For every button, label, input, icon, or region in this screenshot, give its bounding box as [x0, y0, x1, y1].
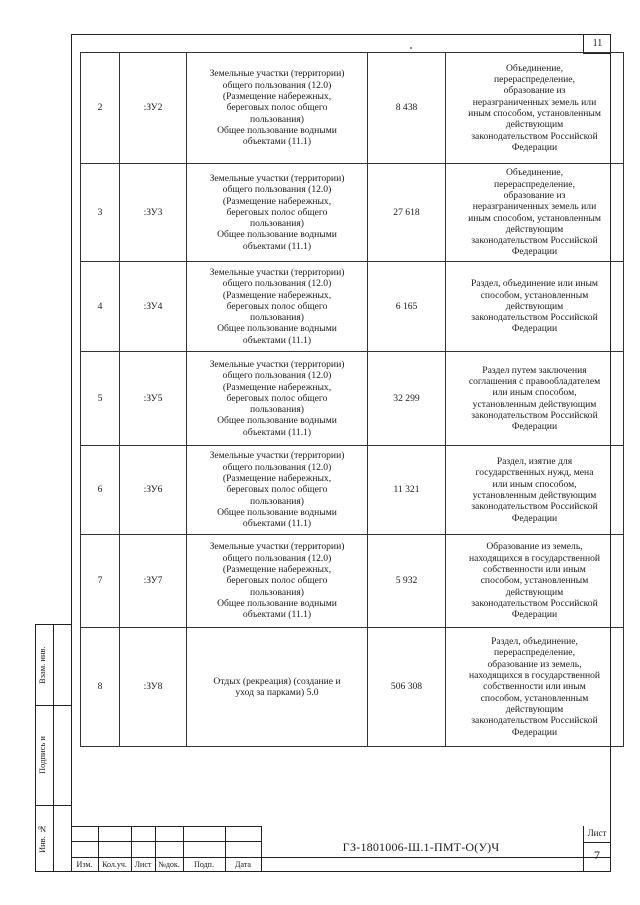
plot-code: :ЗУ3: [120, 164, 187, 262]
formation-method-line: установленным действующим: [472, 490, 597, 501]
formation-method-line: законодательством Российской: [471, 501, 598, 513]
formation-method-line: собственности или иным: [483, 681, 586, 693]
formation-method-line: Федерации: [511, 609, 558, 621]
table-row: [81, 262, 624, 352]
document-code: ГЗ-1801006-Ш.1-ПМТ-О(У)Ч: [342, 840, 500, 854]
formation-method-line: иным способом, установленным: [468, 212, 601, 224]
formation-method: [446, 262, 624, 352]
permitted-use-line: объектами (11.1): [242, 334, 312, 346]
formation-method-line: Федерации: [511, 141, 558, 153]
permitted-use-line: Общее пользование водными: [217, 124, 337, 136]
land-plots-table: [80, 52, 624, 747]
table-row: [81, 535, 624, 628]
page-corner-number: 11: [583, 34, 611, 54]
formation-method-line: перераспределение,: [494, 647, 575, 659]
row-number: 7: [81, 535, 120, 628]
side-label-inv-no: Инв. №: [37, 824, 47, 854]
formation-method-line: законодательством Российской: [471, 235, 598, 247]
formation-method-line: законодательством Российской: [471, 130, 598, 142]
formation-method-line: законодательством Российской: [471, 715, 598, 727]
permitted-use-line: Общее пользование водными: [217, 323, 337, 335]
permitted-use-line: общего пользования (12.0): [222, 79, 332, 91]
formation-method-line: Раздел, изятие для: [496, 456, 573, 468]
permitted-use-line: береговых полос общего: [226, 575, 328, 587]
side-stamp: [35, 624, 71, 872]
formation-method-line: действующим: [505, 300, 564, 312]
formation-method: [446, 164, 624, 262]
tb-col-podp: Подп.: [194, 860, 214, 869]
formation-method-line: способом, установленным: [480, 289, 589, 301]
permitted-use-line: береговых полос общего: [226, 206, 328, 218]
formation-method-line: действующим: [505, 586, 564, 598]
permitted-use: [187, 53, 368, 164]
table-row: [81, 352, 624, 446]
row-number: 2: [81, 53, 120, 164]
permitted-use-line: пользования): [249, 404, 305, 416]
formation-method: [446, 535, 624, 628]
permitted-use-line: Общее пользование водными: [217, 506, 337, 518]
formation-method-line: законодательством Российской: [471, 597, 598, 609]
formation-method-line: Федерации: [511, 726, 558, 738]
permitted-use-line: общего пользования (12.0): [222, 370, 332, 382]
table-row: [81, 164, 624, 262]
formation-method: [446, 352, 624, 446]
formation-method-line: образование из: [503, 85, 566, 97]
permitted-use-line: Земельные участки (территории): [209, 68, 345, 80]
sheet-label: Лист: [587, 828, 607, 838]
permitted-use-line: (Размещение набережных,: [222, 381, 332, 393]
plot-code: :ЗУ6: [120, 446, 187, 535]
permitted-use-line: общего пользования (12.0): [222, 278, 332, 290]
formation-method-line: соглашения с правообладателем: [468, 375, 601, 387]
formation-method-line: Образование из земель,: [486, 541, 583, 553]
permitted-use-line: пользования): [249, 312, 305, 324]
permitted-use-line: пользования): [249, 495, 305, 507]
permitted-use: [187, 535, 368, 628]
formation-method: [446, 628, 624, 747]
formation-method-line: собственности или иным: [483, 564, 586, 576]
permitted-use-line: (Размещение набережных,: [222, 195, 332, 207]
formation-method-line: или иным способом,: [492, 478, 577, 490]
permitted-use-line: (Размещение набережных,: [222, 289, 332, 301]
permitted-use-line: (Размещение набережных,: [222, 91, 332, 103]
permitted-use-line: объектами (11.1): [242, 518, 312, 530]
permitted-use-line: общего пользования (12.0): [222, 552, 332, 564]
formation-method-line: неразграниченных земель или: [472, 96, 597, 108]
plot-area: 8 438: [368, 53, 446, 164]
permitted-use-line: общего пользования (12.0): [222, 461, 332, 473]
plot-area: 6 165: [368, 262, 446, 352]
permitted-use: [187, 446, 368, 535]
permitted-use-line: объектами (11.1): [242, 609, 312, 621]
tb-col-data: Дата: [235, 860, 251, 869]
formation-method-line: Объединение,: [506, 167, 563, 179]
plot-code: :ЗУ2: [120, 53, 187, 164]
table-row: [81, 628, 624, 747]
formation-method-line: законодательством Российской: [471, 312, 598, 324]
formation-method-line: законодательством Российской: [471, 409, 598, 421]
permitted-use-line: Общее пользование водными: [217, 597, 337, 609]
tb-col-ndok: №док.: [158, 860, 180, 869]
permitted-use-line: береговых полос общего: [226, 300, 328, 312]
formation-method-line: образование из: [503, 189, 566, 201]
side-label-podpis: Подпись и: [37, 736, 47, 774]
permitted-use-line: Общее пользование водными: [217, 229, 337, 241]
formation-method-line: Федерации: [511, 512, 558, 524]
permitted-use-line: объектами (11.1): [242, 136, 312, 148]
formation-method-line: перераспределение,: [494, 178, 575, 190]
plot-code: :ЗУ5: [120, 352, 187, 446]
permitted-use-line: Отдых (рекреация) (создание и: [213, 675, 341, 687]
formation-method-line: действующим: [505, 223, 564, 235]
permitted-use-line: береговых полос общего: [226, 392, 328, 404]
permitted-use-line: уход за парками) 5.0: [235, 687, 319, 698]
formation-method-line: государственных нужд, мена: [475, 467, 594, 479]
row-number: 6: [81, 446, 120, 535]
formation-method-line: Раздел, объединение или иным: [470, 278, 599, 290]
plot-code: :ЗУ8: [120, 628, 187, 747]
formation-method-line: Федерации: [511, 246, 558, 258]
formation-method-line: иным способом, установленным: [468, 108, 601, 119]
permitted-use-line: Земельные участки (территории): [209, 358, 345, 370]
permitted-use-line: береговых полос общего: [226, 102, 328, 114]
permitted-use-line: Земельные участки (территории): [209, 541, 345, 553]
formation-method-line: Раздел путем заключения: [482, 364, 587, 376]
permitted-use-line: пользования): [249, 113, 305, 125]
plot-area: 32 299: [368, 352, 446, 446]
side-label-vzam-inv: Взам. инв.: [37, 646, 47, 684]
table-row: [81, 446, 624, 535]
formation-method: [446, 446, 624, 535]
formation-method-line: или иным способом,: [492, 387, 577, 399]
permitted-use-line: пользования): [249, 218, 305, 230]
formation-method-line: образование из земель,: [487, 658, 582, 670]
permitted-use-line: Земельные участки (территории): [209, 450, 345, 462]
formation-method-line: установленным действующим: [472, 398, 597, 410]
formation-method-line: способом, установленным: [480, 575, 589, 587]
permitted-use-line: общего пользования (12.0): [222, 184, 332, 196]
permitted-use-line: Общее пользование водными: [217, 415, 337, 427]
plot-area: 11 321: [368, 446, 446, 535]
permitted-use-line: Земельные участки (территории): [209, 266, 345, 278]
permitted-use-line: пользования): [249, 586, 305, 598]
formation-method-line: действующим: [505, 119, 564, 131]
formation-method-line: способом, установленным: [480, 692, 589, 704]
row-number: 5: [81, 352, 120, 446]
permitted-use: [187, 164, 368, 262]
table-row: [81, 53, 624, 164]
formation-method-line: находящихся в государственной: [468, 552, 601, 564]
sheet-number: 7: [594, 848, 600, 862]
plot-area: 5 932: [368, 535, 446, 628]
tb-col-izm: Изм.: [76, 860, 93, 869]
formation-method: [446, 53, 624, 164]
permitted-use-line: объектами (11.1): [242, 240, 312, 252]
row-number: 3: [81, 164, 120, 262]
formation-method-line: неразграниченных земель или: [472, 201, 597, 213]
title-block: [71, 826, 611, 872]
permitted-use: [187, 262, 368, 352]
formation-method-line: Раздел, объединение,: [491, 636, 578, 648]
plot-code: :ЗУ4: [120, 262, 187, 352]
tb-col-koluch: Кол.уч.: [102, 860, 127, 869]
tb-col-list: Лист: [134, 860, 152, 869]
permitted-use-line: Земельные участки (территории): [209, 172, 345, 184]
formation-method-line: Федерации: [511, 323, 558, 335]
plot-area: 506 308: [368, 628, 446, 747]
formation-method-line: перераспределение,: [494, 74, 575, 86]
plot-area: 27 618: [368, 164, 446, 262]
permitted-use: [187, 628, 368, 747]
permitted-use: [187, 352, 368, 446]
formation-method-line: Федерации: [511, 421, 558, 433]
formation-method-line: действующим: [505, 703, 564, 715]
permitted-use-line: береговых полос общего: [226, 484, 328, 496]
permitted-use-line: объектами (11.1): [242, 426, 312, 438]
scan-dot: [410, 47, 412, 49]
permitted-use-line: (Размещение набережных,: [222, 473, 332, 485]
row-number: 4: [81, 262, 120, 352]
formation-method-line: находящихся в государственной: [468, 670, 601, 682]
formation-method-line: Объединение,: [506, 62, 563, 74]
plot-code: :ЗУ7: [120, 535, 187, 628]
row-number: 8: [81, 628, 120, 747]
permitted-use-line: (Размещение набережных,: [222, 564, 332, 576]
